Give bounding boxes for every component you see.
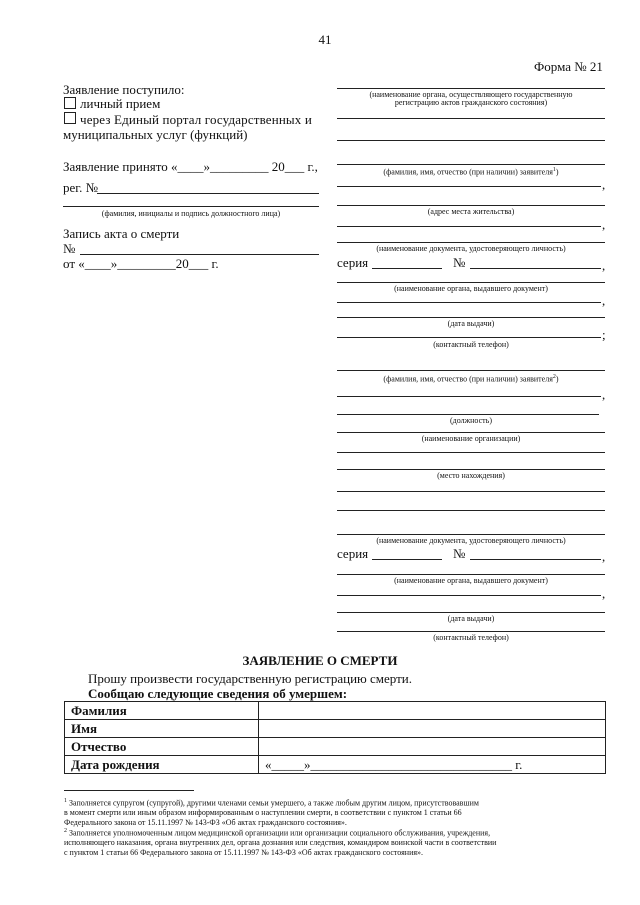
comma: ,: [602, 293, 606, 308]
surname-label: Фамилия: [65, 702, 259, 720]
footnote-2-line-2: исполняющего наказания, органа внутренних дел, органа дознания или следствия, командиром воинской части в соответствии: [64, 838, 497, 848]
personal-checkbox[interactable]: [64, 97, 76, 109]
footnote-1-line-3: Федерального закона от 15.11.1997 № 143-ФЗ «Об актах гражданского состояния».: [64, 817, 347, 827]
blank-line[interactable]: [337, 510, 605, 511]
document-number-field-2[interactable]: [470, 559, 601, 560]
patronymic-field[interactable]: [259, 738, 606, 756]
blank-line[interactable]: [337, 491, 605, 492]
applicant2-name-field[interactable]: [337, 370, 605, 371]
comma: ,: [602, 586, 606, 601]
official-caption: (фамилия, инициалы и подпись должностного лица): [101, 209, 281, 218]
id-document-caption: (наименование документа, удостоверяющего личность): [376, 244, 566, 253]
table-row: [65, 720, 606, 738]
applicant-name-field[interactable]: [337, 164, 605, 165]
organ-field[interactable]: [337, 88, 605, 89]
comma: ,: [602, 387, 606, 402]
organization-caption: (наименование организации): [421, 434, 521, 443]
issuer-caption: (наименование органа, выдавшего документ): [394, 284, 548, 293]
name-label: Имя: [65, 720, 259, 738]
birth-date-label: Дата рождения: [65, 756, 259, 774]
personal-option-label: личный прием: [80, 96, 161, 111]
comma: ,: [602, 217, 606, 232]
comma: ,: [602, 258, 606, 273]
applicant2-name-field-2[interactable]: [337, 396, 601, 397]
issue-date-caption: (дата выдачи): [447, 319, 495, 328]
record-number-label: №: [63, 241, 76, 256]
position-caption: (должность): [450, 416, 492, 425]
series-label: серия: [337, 255, 369, 270]
footnote-2-line-1: Заполняется уполномоченным лицом медицинской организации или организации социального обслуживания, учреждения,: [69, 828, 491, 838]
accepted-date-line: Заявление принято «____»_________ 20___ г.,: [63, 159, 318, 174]
blank-line[interactable]: [337, 140, 605, 141]
issue-date-field[interactable]: [337, 317, 605, 318]
footnote-1-line-2: в момент смерти или иным образом информированным о наступлении смерти, в соответствии с пунктом 1 статьи 66: [64, 808, 462, 818]
location-field[interactable]: [337, 469, 605, 470]
footnote-1-number: 1: [64, 798, 67, 804]
deceased-info-table: [64, 701, 606, 774]
name-field[interactable]: [259, 720, 606, 738]
applicant-name-field-2[interactable]: [337, 186, 601, 187]
received-label: Заявление поступило:: [63, 82, 185, 97]
id-document-field-2[interactable]: [337, 534, 605, 535]
series-field-2[interactable]: [372, 559, 442, 560]
footnote-2: [64, 827, 609, 857]
address-field[interactable]: [337, 205, 605, 206]
number-label-2: №: [453, 546, 466, 561]
patronymic-label: Отчество: [65, 738, 259, 756]
portal-option-label-1: через Единый портал государственных и: [80, 112, 312, 127]
statement-title: ЗАЯВЛЕНИЕ О СМЕРТИ: [242, 653, 398, 668]
id-document-caption-2: (наименование документа, удостоверяющего личность): [376, 536, 566, 545]
location-caption: (место нахождения): [437, 471, 505, 480]
birth-date-field[interactable]: «_____»_______________________________ г.: [259, 756, 606, 774]
portal-checkbox[interactable]: [64, 112, 76, 124]
phone-field-2[interactable]: [337, 631, 605, 632]
issuer-caption-2: (наименование органа, выдавшего документ): [394, 576, 548, 585]
number-label: №: [453, 255, 466, 270]
position-field[interactable]: [337, 414, 599, 415]
portal-option-label-2: муниципальных услуг (функций): [63, 127, 248, 142]
issue-date-field-2[interactable]: [337, 612, 605, 613]
phone-caption-2: (контактный телефон): [433, 633, 509, 642]
phone-caption: (контактный телефон): [433, 340, 509, 349]
address-caption: (адрес места жительства): [427, 207, 515, 216]
issuer-field-2[interactable]: [337, 302, 601, 303]
reg-number-label: рег. №: [63, 180, 99, 195]
table-row: [65, 702, 606, 720]
table-row: [65, 738, 606, 756]
footnote-2-number: 2: [64, 828, 67, 834]
reg-number-field[interactable]: [97, 193, 319, 194]
organization-field[interactable]: [337, 432, 605, 433]
id-document-field[interactable]: [337, 242, 605, 243]
issuer-field[interactable]: [337, 282, 605, 283]
request-text: Прошу произвести государственную регистрацию смерти.: [88, 671, 412, 686]
issuer-field-2[interactable]: [337, 574, 605, 575]
footnote-ref-1: 1: [552, 167, 556, 173]
blank-line[interactable]: [337, 118, 605, 119]
table-row: [65, 756, 606, 774]
form-number: Форма № 21: [534, 59, 603, 74]
footnote-1: [64, 797, 609, 827]
applicant2-caption-text: (фамилия, имя, отчество (при наличии) заявителя: [383, 374, 553, 384]
issue-date-caption-2: (дата выдачи): [447, 614, 495, 623]
series-field[interactable]: [372, 268, 442, 269]
address-field-2[interactable]: [337, 226, 601, 227]
issuer-field-3[interactable]: [337, 595, 601, 596]
record-date-line: от «____»_________20___ г.: [63, 256, 219, 271]
official-signature-field[interactable]: [63, 206, 319, 207]
applicant-caption: (фамилия, имя, отчество (при наличии) заявителя$^1$): [383, 167, 559, 177]
organ-caption-1: (наименование органа, осуществляющего государственную: [369, 90, 573, 99]
surname-field[interactable]: [259, 702, 606, 720]
page-number: 41: [318, 32, 332, 47]
organ-caption-2: регистрацию актов гражданского состояния): [394, 98, 548, 107]
info-header: Сообщаю следующие сведения об умершем:: [88, 686, 348, 701]
phone-field[interactable]: [337, 337, 601, 338]
footnote-separator: [64, 790, 194, 791]
record-number-field[interactable]: [80, 254, 319, 255]
footnote-ref-2: 2: [552, 374, 556, 380]
blank-line[interactable]: [337, 452, 605, 453]
comma: ,: [602, 177, 606, 192]
footnote-1-line-1: Заполняется супругом (супругой), другими членами семьи умершего, а также любым другим лицом, присутствовавшим: [69, 798, 479, 808]
comma: ,: [602, 549, 606, 564]
semicolon: ;: [602, 327, 606, 342]
series-label-2: серия: [337, 546, 369, 561]
applicant-caption-text: (фамилия, имя, отчество (при наличии) заявителя: [383, 167, 553, 177]
record-title: Запись акта о смерти: [63, 226, 180, 241]
footnote-2-line-3: с пунктом 1 статьи 66 Федерального закона от 15.11.1997 № 143-ФЗ «Об актах гражданского состояния».: [64, 847, 424, 857]
applicant2-caption: (фамилия, имя, отчество (при наличии) заявителя$^2$): [383, 374, 559, 384]
document-number-field[interactable]: [470, 268, 601, 269]
